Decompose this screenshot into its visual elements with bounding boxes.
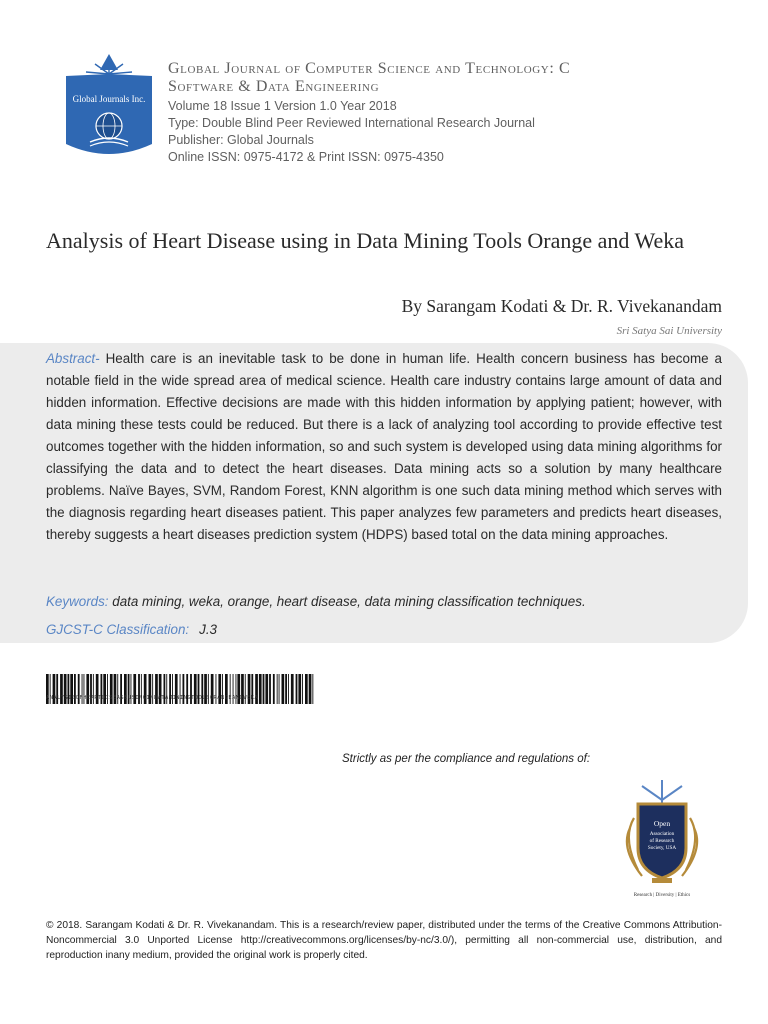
- journal-title-line2: Software & Data Engineering: [168, 78, 380, 95]
- compliance-note: Strictly as per the compliance and regulations of:: [342, 753, 591, 765]
- journal-volume: Volume 18 Issue 1 Version 1.0 Year 2018: [168, 99, 397, 113]
- barcode-text: ANALYSISOFHEARTDISEASEUSINGINDATAMININGTOOLSORANGEANDWEKA: [46, 695, 259, 701]
- logo-text: Global Journals Inc.: [72, 94, 146, 104]
- journal-publisher: Publisher: Global Journals: [168, 133, 314, 147]
- abstract-text: Health care is an inevitable task to be done in human life. Health concern business has become a notable field in the wide spread area of medical science. Health care industry contains large amount of data and hidden information. Effective decisions are made with this hidden information by applying patient; however, with data mining these tests could be reduced. But there is a lack of analyzing tool according to provide effective test outcomes together with the hidden information, so and such system is developed using data mining algorithms for classifying the data and to detect the heart diseases. Data mining acts so a solution by many healthcare problems. Naïve Bayes, SVM, Random Forest, KNN algorithm is one such data mining method which serves with the diagnosis regarding heart diseases patient. This paper analyzes few parameters and predicts heart diseases, thereby suggests a heart diseases prediction system (HDPS) based total on the data mining approaches.: [46, 351, 722, 542]
- keywords-label: Keywords:: [46, 594, 109, 609]
- keywords-value: data mining, weka, orange, heart disease, data mining classification techniques.: [112, 594, 586, 609]
- keywords: [46, 592, 722, 612]
- oars-line2: Association: [649, 831, 675, 837]
- abstract-label: Abstract-: [46, 351, 100, 366]
- paper-title: Analysis of Heart Disease using in Data Mining Tools Orange and Weka: [46, 228, 685, 253]
- oars-line4: Society, USA: [647, 845, 677, 851]
- journal-title-line1: Global Journal of Computer Science and Technology: C: [168, 60, 571, 77]
- journal-type: Type: Double Blind Peer Reviewed International Research Journal: [168, 116, 535, 130]
- abstract: [46, 348, 722, 546]
- oars-line1: Open: [653, 819, 671, 828]
- paper-authors: By Sarangam Kodati & Dr. R. Vivekanandam: [401, 296, 722, 316]
- license-note: © 2018. Sarangam Kodati & Dr. R. Vivekanandam. This is a research/review paper, distributed under the terms of the Creative Commons Attribution-Noncommercial 3.0 Unported License http://creativecommons.org/licenses/by-nc/3.0/), permitting all non-commercial use, distribution, and reproduction inany medium, provided the original work is properly cited.: [46, 920, 722, 961]
- oars-line3: of Research: [649, 838, 675, 844]
- author-affiliation: Sri Satya Sai University: [616, 325, 722, 337]
- classification: [46, 620, 722, 640]
- journal-issn: Online ISSN: 0975-4172 & Print ISSN: 0975-4350: [168, 150, 444, 164]
- oars-emblem: [612, 778, 712, 900]
- journal-header: [168, 60, 728, 166]
- oars-tagline: Research | Diversity | Ethics: [633, 893, 691, 898]
- classification-label: GJCST-C Classification:: [46, 622, 190, 637]
- classification-value: J.3: [199, 622, 217, 637]
- global-journals-logo: [62, 52, 156, 174]
